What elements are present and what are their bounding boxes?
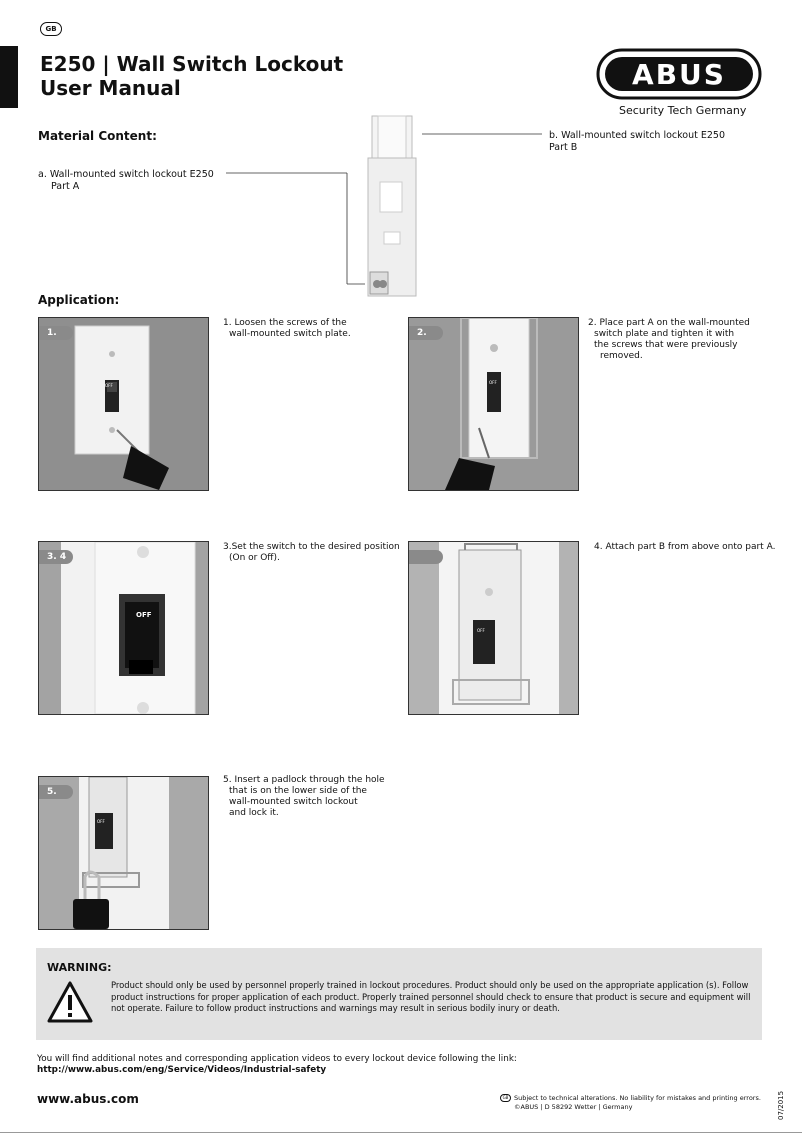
part-b-sub: Part B	[549, 142, 578, 153]
logo-text: ABUS	[632, 58, 726, 91]
title-line-1: E250 | Wall Switch Lockout	[40, 52, 344, 76]
bottom-rule	[0, 1132, 802, 1133]
part-b-label: b. Wall-mounted switch lockout E250	[549, 130, 726, 141]
warning-title: WARNING:	[47, 961, 112, 974]
product-illustration	[220, 112, 550, 302]
step-5-text	[223, 775, 385, 819]
legal-line-2: ©ABUS | D 58292 Wetter | Germany	[514, 1103, 633, 1111]
step-2-badge: 2.	[409, 326, 443, 340]
step-3-photo	[38, 541, 209, 715]
step-2-line-1: 2. Place part A on the wall-mounted	[588, 318, 750, 328]
step-1-badge: 1.	[39, 326, 73, 340]
step-4-photo	[408, 541, 579, 715]
step-5-line-4: and lock it.	[229, 808, 279, 818]
warning-triangle-icon	[46, 980, 94, 1024]
step-5-line-3: wall-mounted switch lockout	[229, 797, 358, 807]
part-a-sub: Part A	[51, 181, 80, 192]
material-heading: Material Content:	[38, 129, 157, 143]
step-1-photo	[38, 317, 209, 491]
step-4-text	[594, 542, 775, 553]
step-5-badge: 5.	[39, 785, 73, 799]
date-code: 07/2015	[777, 1090, 785, 1120]
step-3-switch-label: OFF	[136, 611, 152, 619]
title-line-2: User Manual	[40, 76, 181, 100]
step-2-line-4: removed.	[600, 351, 643, 361]
footer-link[interactable]: http://www.abus.com/eng/Service/Videos/Industrial-safety	[37, 1065, 327, 1075]
side-tab-marker	[0, 46, 18, 108]
language-badge: GB	[40, 22, 62, 36]
step-3-badge: 3. 4	[39, 550, 73, 564]
footer-note: You will find additional notes and corresponding application videos to every lockout device following the link:	[37, 1054, 517, 1064]
step-3-line-2: (On or Off).	[229, 553, 280, 563]
step-1-line-2: wall-mounted switch plate.	[229, 329, 351, 339]
step-1-text	[223, 318, 351, 340]
legal-line-1: Subject to technical alterations. No liability for mistakes and printing errors.	[514, 1094, 761, 1102]
step-2-switch-label: OFF	[489, 380, 497, 385]
step-2-text	[588, 318, 750, 362]
page-title	[40, 52, 343, 100]
step-1-line-1: 1. Loosen the screws of the	[223, 318, 347, 328]
step-3-line-1: 3.Set the switch to the desired position	[223, 542, 400, 552]
application-heading: Application:	[38, 293, 120, 307]
legal-language-badge: GB	[500, 1094, 511, 1102]
step-4-line-1: 4. Attach part B from above onto part A.	[594, 542, 776, 552]
step-3-text	[223, 542, 400, 564]
step-2-photo	[408, 317, 579, 491]
tagline: Security Tech Germany	[619, 104, 747, 117]
step-5-line-1: 5. Insert a padlock through the hole	[223, 775, 385, 785]
step-1-switch-label: OFF	[105, 383, 113, 388]
warning-text: Product should only be used by personnel properly trained in lockout procedures. Product should only be used on the appropriate application (s). Follow product instructions for proper application of each product. Properly trained personnel should check to ensure that product is secure and equipment will not operate. Failure to follow product instructions and warnings may result in serious bodily inury or death.	[111, 980, 751, 1013]
abus-logo	[596, 48, 762, 100]
step-2-line-3: the screws that were previously	[594, 340, 738, 350]
website-url[interactable]: www.abus.com	[37, 1092, 139, 1106]
step-4-badge	[409, 550, 443, 564]
legal-text	[514, 1094, 761, 1112]
part-a-label: a. Wall-mounted switch lockout E250	[38, 169, 214, 180]
step-5-switch-label: OFF	[97, 819, 105, 824]
step-4-switch-label: OFF	[477, 628, 485, 633]
step-2-line-2: switch plate and tighten it with	[594, 329, 735, 339]
step-5-line-2: that is on the lower side of the	[229, 786, 367, 796]
step-5-photo	[38, 776, 209, 930]
